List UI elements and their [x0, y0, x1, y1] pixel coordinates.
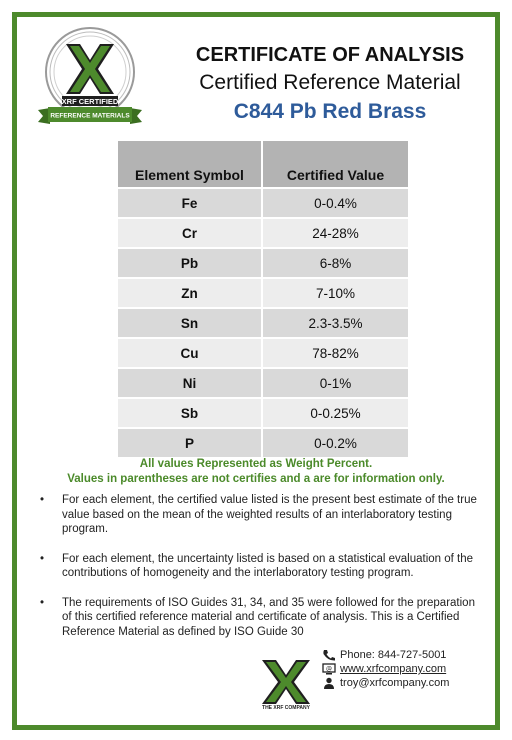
- website-row: [322, 662, 449, 676]
- product-name: C844 Pb Red Brass: [233, 100, 427, 123]
- certificate-subtitle: Certified Reference Material: [199, 71, 461, 94]
- table-row: [118, 218, 408, 248]
- table-header-row: [118, 141, 408, 188]
- certified-value: 6-8%: [262, 248, 408, 278]
- element-symbol: Pb: [118, 248, 262, 278]
- table-row: [118, 398, 408, 428]
- website-link[interactable]: www.xrfcompany.com: [340, 663, 447, 675]
- bullet-text: For each element, the certified value listed is the present best estimate of the true value based on the mean of the weighted results of an interlaboratory testing program.: [62, 494, 477, 535]
- bullet-marker: •: [40, 494, 45, 506]
- table-row: [118, 248, 408, 278]
- certified-value: 0-1%: [262, 368, 408, 398]
- list-item: [38, 596, 486, 640]
- badge-text: XRF CERTIFIED: [61, 97, 119, 106]
- contact-info: [322, 648, 449, 690]
- element-symbol: Sb: [118, 398, 262, 428]
- certificate-title: CERTIFICATE OF ANALYSIS: [195, 44, 465, 66]
- bullet-marker: •: [40, 552, 45, 565]
- header: [165, 42, 495, 125]
- certified-value: 78-82%: [262, 338, 408, 368]
- table-row: [118, 368, 408, 398]
- badge-ribbon-text: REFERENCE MATERIALS: [50, 112, 130, 120]
- certified-value: 0-0.4%: [262, 188, 408, 218]
- list-item: [38, 493, 486, 537]
- certified-value: 7-10%: [262, 278, 408, 308]
- certified-value: 0-0.25%: [262, 398, 408, 428]
- phone-row: [322, 648, 449, 662]
- xrf-company-logo: [256, 658, 316, 710]
- bullet-marker: •: [40, 596, 45, 609]
- column-header-value: Certified Value: [262, 141, 408, 188]
- table-row: [118, 338, 408, 368]
- element-symbol: Fe: [118, 188, 262, 218]
- table-row: [118, 308, 408, 338]
- element-symbol: Cr: [118, 218, 262, 248]
- certification-notes-list: [38, 493, 486, 654]
- column-header-element: Element Symbol: [118, 141, 262, 188]
- element-symbol: Zn: [118, 278, 262, 308]
- bullet-text: The requirements of ISO Guides 31, 34, and 35 were followed for the preparation of this certified reference material and certificate of analysis. This is a Certified Reference Material as defined by ISO Guide 30: [62, 596, 475, 638]
- weight-percent-note: [20, 457, 492, 487]
- email-address[interactable]: troy@xrfcompany.com: [340, 677, 450, 689]
- phone-icon: [322, 649, 336, 661]
- element-symbol: Sn: [118, 308, 262, 338]
- xrf-certified-badge-logo: [34, 24, 146, 132]
- web-icon: [322, 663, 336, 675]
- certified-values-table: [118, 141, 408, 457]
- element-symbol: P: [118, 428, 262, 457]
- table-row: [118, 278, 408, 308]
- svg-text:@: @: [326, 665, 332, 673]
- list-item: [38, 552, 486, 581]
- email-row: [322, 676, 449, 690]
- certified-value: 0-0.2%: [262, 428, 408, 457]
- element-symbol: Ni: [118, 368, 262, 398]
- table-row: [118, 188, 408, 218]
- certified-value: 24-28%: [262, 218, 408, 248]
- note-line-2: Values in parentheses are not certifies and a are for information only.: [67, 473, 445, 485]
- phone-number: Phone: 844-727-5001: [340, 649, 447, 661]
- element-symbol: Cu: [118, 338, 262, 368]
- footer-logo-text: THE XRF COMPANY: [262, 705, 310, 710]
- certified-value: 2.3-3.5%: [262, 308, 408, 338]
- bullet-text: For each element, the uncertainty listed is based on a statistical evaluation of the contributions of homogeneity and the interlaboratory testing program.: [62, 552, 474, 579]
- note-line-1: All values Represented as Weight Percent.: [139, 458, 373, 470]
- table-row: [118, 428, 408, 457]
- person-icon: [322, 677, 336, 689]
